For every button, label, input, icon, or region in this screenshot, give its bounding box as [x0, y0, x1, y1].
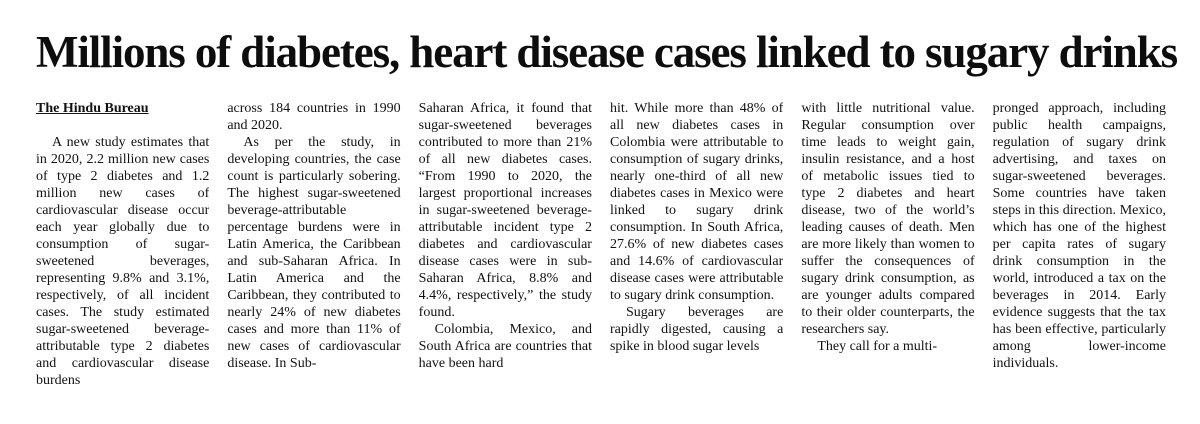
column-2: [227, 100, 400, 400]
paragraph-continued: with little nutritional value. Regular consumption over time leads to weight gain, insulin resistance, and a host of metabolic issues tied to type 2 diabetes and heart disease, two of the world’s leading causes of death. Men are more likely than women to suffer the consequences of sugary drink consumption, as are younger adults compared to their older counterparts, the researchers say.: [801, 101, 975, 337]
column-3: [419, 100, 592, 400]
byline: The Hindu Bureau: [36, 101, 149, 116]
column-6: [993, 100, 1166, 400]
paragraph-continued: Saharan Africa, it found that sugar-sweetened beverages contributed to more than 21% of all new diabetes cases. “From 1990 to 2020, the largest proportional increases in sugar-sweetened beverage-attributable incident type 2 diabetes and cardiovascular disease cases were in sub-Saharan Africa, 8.8% and 4.4%, respectively,” the study found.: [418, 101, 592, 320]
paragraph-continued: pronged approach, including public health campaigns, regulation of sugary drink advertising, and taxes on sugar-sweetened beverages. Some countries have taken steps in this direction. Mexico, which has one of the highest per capita rates of sugary drink consumption in the world, introduced a tax on the beverages in 2014. Early evidence suggests that the tax has been effective, particularly among lower-income individuals.: [992, 101, 1166, 371]
paragraph-continued: hit. While more than 48% of all new diabetes cases in Colombia were attributable to consumption of sugary drinks, nearly one-third of all new diabetes cases in Mexico were linked to sugary drink consumption. In South Africa, 27.6% of new diabetes cases and 14.6% of cardiovascular disease cases were attributable to sugary drink consumption.: [609, 101, 784, 303]
paragraph: As per the study, in developing countries, the case count is particularly sobering. The highest sugar-sweetened beverage-attributable percentage burdens were in Latin America, the Caribbean and sub-Saharan Africa. In Latin America and the Caribbean, they contributed to nearly 24% of new diabetes cases and more than 11% of new cases of cardiovascular disease. In Sub-: [227, 135, 401, 371]
paragraph: A new study estimates that in 2020, 2.2 million new cases of type 2 diabetes and 1.2 million new cases of cardiovascular disease occur each year globally due to consumption of sugar-sweetened beverages, representing 9.8% and 3.1%, respectively, of all incident cases. The study estimated sugar-sweetened beverage-attributable type 2 diabetes and cardiovascular disease burdens: [36, 135, 210, 388]
paragraph: Sugary beverages are rapidly digested, causing a spike in blood sugar levels: [609, 305, 784, 354]
paragraph: They call for a multi-: [817, 339, 938, 354]
paragraph: Colombia, Mexico, and South Africa are countries that have been hard: [418, 322, 592, 371]
column-4: [610, 100, 783, 400]
column-5: [801, 100, 974, 400]
headline: Millions of diabetes, heart disease cases linked to sugary drinks: [36, 27, 1178, 77]
paragraph-continued: across 184 countries in 1990 and 2020.: [227, 101, 401, 133]
column-1: [36, 100, 209, 400]
article-body: [36, 100, 1166, 400]
